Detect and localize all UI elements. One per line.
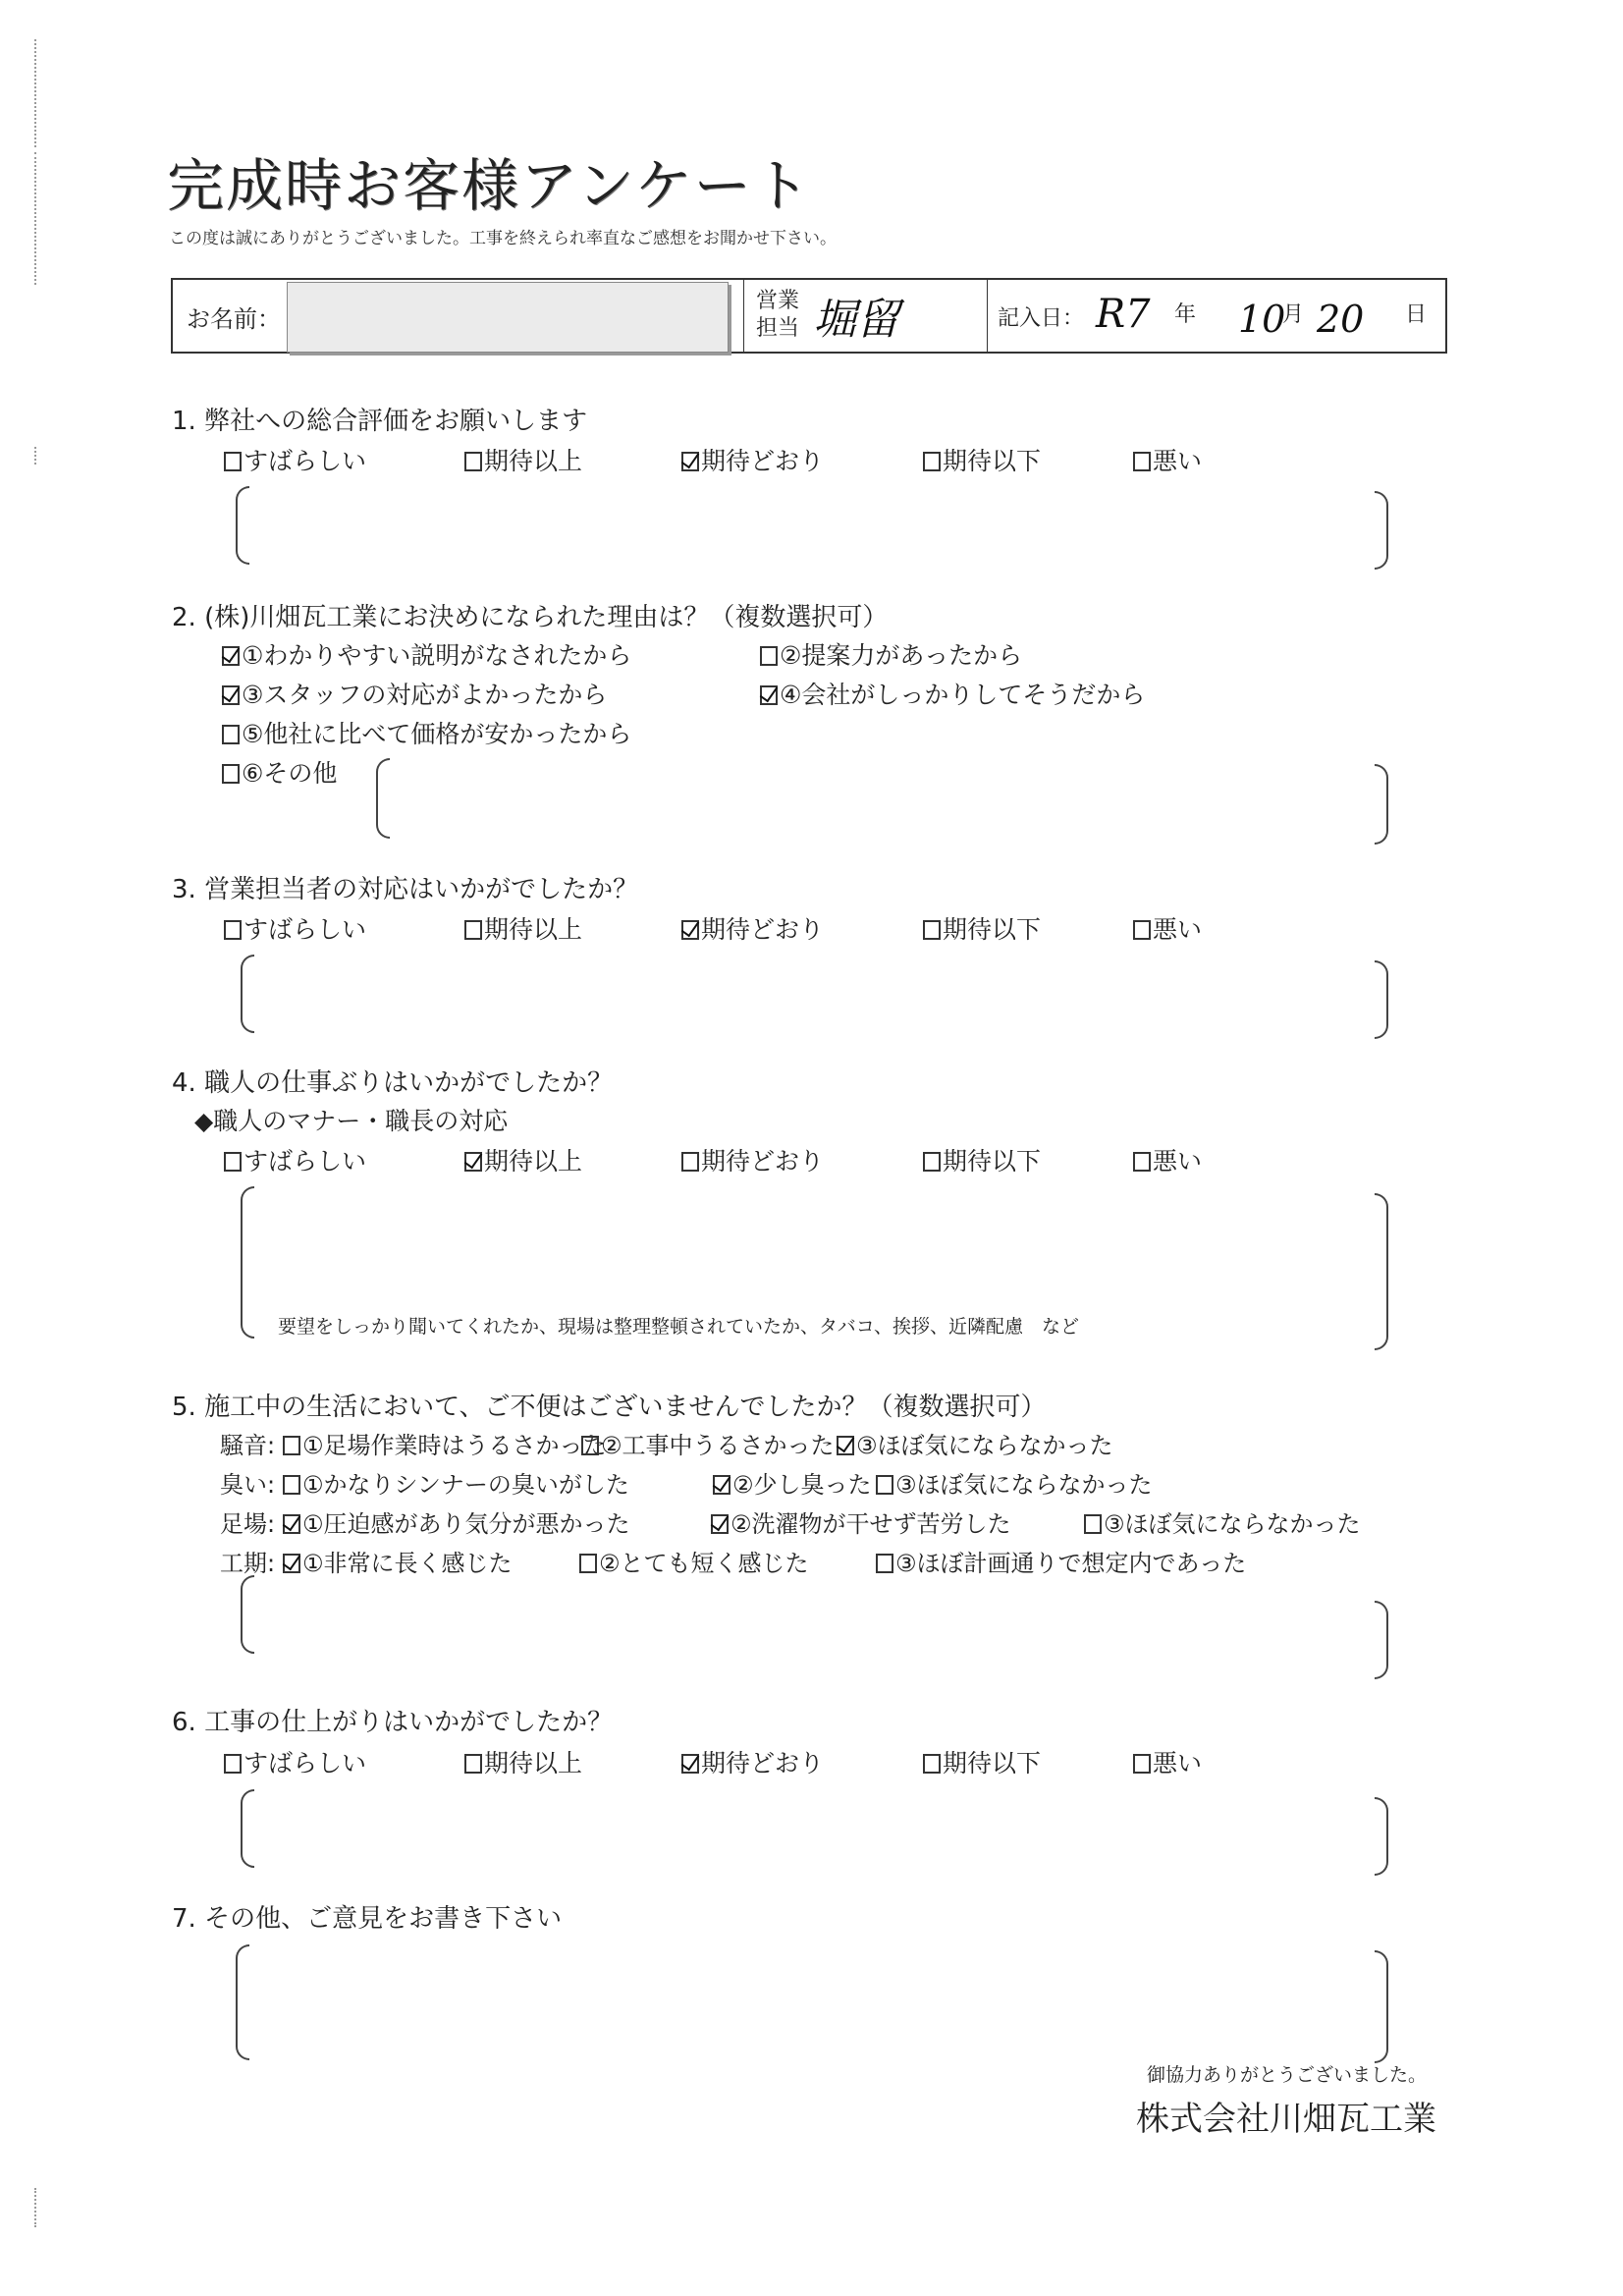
q5-noise-label: 騒音:: [220, 1432, 276, 1459]
q4-option-below[interactable]: 期待以下: [923, 1142, 1041, 1177]
q1-comment-bracket-left: [236, 486, 249, 565]
q1-comment-field[interactable]: [255, 491, 1365, 565]
q4-comment-bracket-left: [241, 1186, 254, 1339]
q4-option-excellent[interactable]: すばらしい: [224, 1142, 366, 1177]
date-cell: [988, 280, 1445, 352]
q5-comment-bracket-right: [1375, 1601, 1388, 1679]
q5-noise-option-3[interactable]: ③ほぼ気にならなかった: [837, 1426, 1113, 1460]
q1-option-bad[interactable]: 悪い: [1133, 442, 1202, 477]
q2-option-3[interactable]: ③スタッフの対応がよかったから: [222, 676, 607, 711]
checkbox-icon[interactable]: [681, 1152, 699, 1172]
footer-thanks: 御協力ありがとうございました。: [1146, 2064, 1427, 2086]
question-2-title: 2. (株)川畑瓦工業にお決めになられた理由は？（複数選択可）: [172, 603, 889, 632]
question-3-title: 3. 営業担当者の対応はいかがでしたか？: [172, 875, 639, 904]
q1-option-excellent[interactable]: すばらしい: [224, 442, 366, 477]
q6-option-bad[interactable]: 悪い: [1133, 1744, 1202, 1779]
checkbox-checked-icon[interactable]: [464, 1152, 482, 1172]
page-subtitle: この度は誠にありがとうございました。工事を終えられ率直なご感想をお聞かせ下さい。: [169, 229, 837, 248]
q2-option-2[interactable]: ②提案力があったから: [760, 636, 1022, 672]
checkbox-icon[interactable]: [1133, 1152, 1151, 1172]
checkbox-icon[interactable]: [1133, 452, 1151, 471]
day-label: 日: [1405, 302, 1428, 327]
page-title: 完成時お客様アンケート: [167, 152, 812, 219]
q5-smell-option-2[interactable]: ②少し臭った: [713, 1465, 872, 1500]
q4-option-above[interactable]: 期待以上: [464, 1142, 582, 1177]
q7-comment-bracket-left: [236, 1944, 249, 2060]
checkbox-icon[interactable]: [923, 920, 941, 940]
q1-option-as-expected[interactable]: 期待どおり: [681, 442, 824, 477]
checkbox-icon[interactable]: [224, 452, 242, 471]
q4-comment-bracket-right: [1375, 1193, 1388, 1350]
q5-noise-option-2[interactable]: ②工事中うるさかった: [581, 1426, 835, 1460]
q7-comment-field[interactable]: [255, 1949, 1365, 2057]
checkbox-checked-icon[interactable]: [283, 1554, 300, 1573]
question-1-title: 1. 弊社への総合評価をお願いします: [172, 407, 588, 436]
q4-option-as-expected[interactable]: 期待どおり: [681, 1142, 824, 1177]
header-info-table: [171, 278, 1447, 354]
checkbox-checked-icon[interactable]: [283, 1514, 300, 1534]
sales-person-name: 堀留: [813, 295, 899, 345]
q5-noise-option-1[interactable]: ①足場作業時はうるさかった: [283, 1426, 607, 1460]
checkbox-icon[interactable]: [222, 725, 240, 744]
checkbox-checked-icon[interactable]: [711, 1514, 729, 1534]
checkbox-icon[interactable]: [464, 452, 482, 471]
checkbox-icon[interactable]: [464, 1754, 482, 1774]
q5-duration-option-2[interactable]: ②とても短く感じた: [579, 1544, 809, 1578]
q4-option-bad[interactable]: 悪い: [1133, 1142, 1202, 1177]
q5-duration-option-1[interactable]: ①非常に長く感じた: [283, 1544, 513, 1578]
q3-comment-field[interactable]: [260, 960, 1365, 1034]
scan-edge-mark: [34, 39, 38, 147]
question-7-title: 7. その他、ご意見をお書き下さい: [172, 1904, 563, 1934]
checkbox-icon[interactable]: [923, 1754, 941, 1774]
question-6-title: 6. 工事の仕上がりはいかがでしたか？: [172, 1708, 614, 1737]
q6-option-as-expected[interactable]: 期待どおり: [681, 1744, 824, 1779]
checkbox-icon[interactable]: [1133, 920, 1151, 940]
q7-comment-bracket-right: [1375, 1950, 1388, 2063]
checkbox-checked-icon[interactable]: [837, 1436, 854, 1455]
name-field-redacted[interactable]: [287, 282, 729, 353]
name-label: お名前：: [187, 305, 281, 333]
q2-other-bracket-right: [1375, 764, 1388, 845]
sales-label-top: 営業: [756, 289, 800, 313]
q6-option-above[interactable]: 期待以上: [464, 1744, 582, 1779]
date-era-year: R7: [1096, 292, 1151, 337]
checkbox-icon[interactable]: [923, 452, 941, 471]
date-day: 20: [1317, 298, 1365, 341]
q2-option-6-other[interactable]: ⑥その他: [222, 754, 337, 790]
q3-comment-bracket-left: [241, 955, 254, 1033]
footer-company-name: 株式会社川畑瓦工業: [1136, 2100, 1436, 2139]
q3-option-bad[interactable]: 悪い: [1133, 910, 1202, 946]
q2-other-bracket-left: [376, 758, 390, 839]
checkbox-icon[interactable]: [923, 1152, 941, 1172]
q3-option-below[interactable]: 期待以下: [923, 910, 1041, 946]
q1-option-above[interactable]: 期待以上: [464, 442, 582, 477]
q6-option-excellent[interactable]: すばらしい: [224, 1744, 366, 1779]
date-month: 10: [1238, 298, 1286, 341]
sales-cell: [744, 280, 988, 352]
checkbox-checked-icon[interactable]: [222, 646, 240, 666]
checkbox-checked-icon[interactable]: [222, 685, 240, 705]
q6-comment-bracket-left: [241, 1789, 254, 1868]
checkbox-checked-icon[interactable]: [713, 1475, 730, 1495]
date-label: 記入日：: [998, 306, 1085, 331]
q4-hint-text: 要望をしっかり聞いてくれたか、現場は整理整頓されていたか、タバコ、挨拶、近隣配慮 など: [278, 1316, 1080, 1338]
checkbox-checked-icon[interactable]: [681, 452, 699, 471]
checkbox-icon[interactable]: [224, 920, 242, 940]
checkbox-icon[interactable]: [224, 1152, 242, 1172]
q5-scaffold-label: 足場:: [220, 1510, 276, 1538]
checkbox-icon[interactable]: [283, 1475, 300, 1495]
q5-duration-option-3[interactable]: ③ほぼ計画通りで想定内であった: [876, 1544, 1246, 1578]
q3-option-excellent[interactable]: すばらしい: [224, 910, 366, 946]
checkbox-icon[interactable]: [1133, 1754, 1151, 1774]
q6-comment-field[interactable]: [260, 1795, 1365, 1869]
question-5-groups: [220, 1426, 1418, 1583]
checkbox-checked-icon[interactable]: [681, 1754, 699, 1774]
question-5-title: 5. 施工中の生活において、ご不便はございませんでしたか？（複数選択可）: [172, 1393, 1047, 1422]
q3-comment-bracket-right: [1375, 960, 1388, 1039]
q5-comment-bracket-left: [241, 1575, 254, 1654]
name-cell: [173, 280, 744, 352]
year-label: 年: [1174, 302, 1197, 327]
month-label: 月: [1282, 302, 1305, 327]
q4-comment-field[interactable]: [260, 1193, 1365, 1301]
q5-duration-label: 工期:: [220, 1550, 276, 1577]
scan-edge-mark: [34, 152, 38, 285]
q1-comment-bracket-right: [1375, 491, 1388, 570]
q2-option-1[interactable]: ①わかりやすい説明がなされたから: [222, 636, 631, 672]
checkbox-icon[interactable]: [224, 1754, 242, 1774]
q2-other-comment-field[interactable]: [393, 764, 1365, 839]
checkbox-icon[interactable]: [222, 764, 240, 784]
scan-edge-mark: [34, 447, 38, 465]
q1-option-below[interactable]: 期待以下: [923, 442, 1041, 477]
scan-edge-mark: [34, 2188, 38, 2227]
q5-smell-option-1[interactable]: ①かなりシンナーの臭いがした: [283, 1465, 629, 1500]
q5-scaffold-option-3[interactable]: ③ほぼ気にならなかった: [1084, 1504, 1361, 1539]
question-4-subheading: ◆職人のマナー・職長の対応: [194, 1107, 509, 1135]
q2-option-4[interactable]: ④会社がしっかりしてそうだから: [760, 676, 1145, 711]
checkbox-icon[interactable]: [579, 1554, 597, 1573]
checkbox-checked-icon[interactable]: [681, 920, 699, 940]
q3-option-above[interactable]: 期待以上: [464, 910, 582, 946]
checkbox-icon[interactable]: [581, 1436, 599, 1455]
checkbox-icon[interactable]: [283, 1436, 300, 1455]
q2-option-5[interactable]: ⑤他社に比べて価格が安かったから: [222, 715, 631, 750]
checkbox-checked-icon[interactable]: [760, 685, 778, 705]
q6-comment-bracket-right: [1375, 1797, 1388, 1876]
question-4-title: 4. 職人の仕事ぶりはいかがでしたか？: [172, 1068, 614, 1098]
q6-option-below[interactable]: 期待以下: [923, 1744, 1041, 1779]
checkbox-icon[interactable]: [760, 646, 778, 666]
checkbox-icon[interactable]: [1084, 1514, 1102, 1534]
checkbox-icon[interactable]: [464, 920, 482, 940]
q5-smell-option-3[interactable]: ③ほぼ気にならなかった: [876, 1465, 1153, 1500]
sales-label-bottom: 担当: [756, 316, 800, 341]
q3-option-as-expected[interactable]: 期待どおり: [681, 910, 824, 946]
q5-scaffold-option-1[interactable]: ①圧迫感があり気分が悪かった: [283, 1504, 630, 1539]
q5-smell-label: 臭い:: [220, 1471, 276, 1499]
q5-comment-field[interactable]: [260, 1586, 1365, 1665]
checkbox-icon[interactable]: [876, 1554, 893, 1573]
q5-scaffold-option-2[interactable]: ②洗濯物が干せず苦労した: [711, 1504, 1011, 1539]
checkbox-icon[interactable]: [876, 1475, 893, 1495]
